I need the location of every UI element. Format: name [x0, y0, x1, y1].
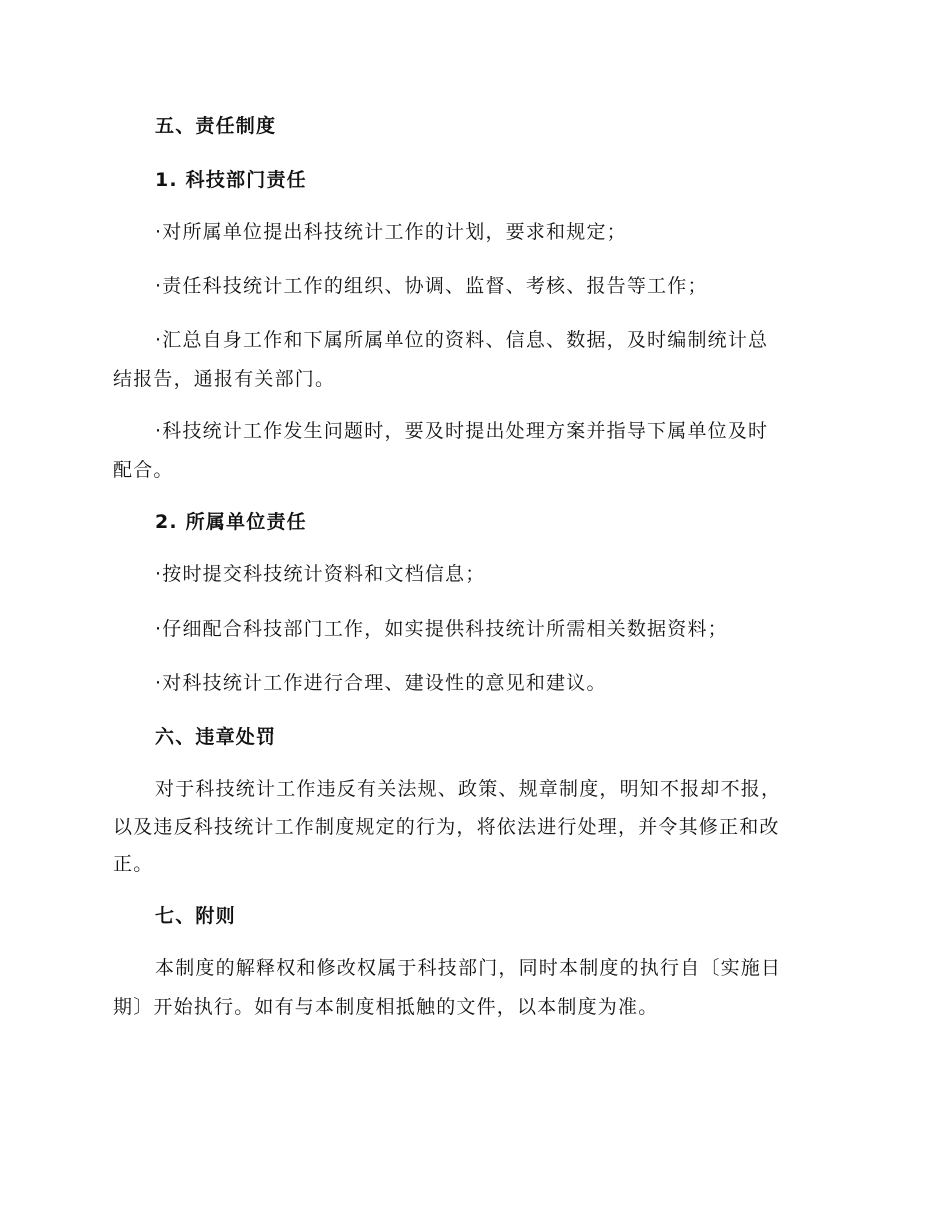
list-item: ·科技统计工作发生问题时，要及时提出处理方案并指导下属单位及时 [155, 420, 769, 442]
paragraph-line: 正。 [113, 853, 154, 875]
list-item: ·汇总自身工作和下属所属单位的资料、信息、数据，及时编制统计总 [155, 329, 769, 351]
paragraph-line: 本制度的解释权和修改权属于科技部门，同时本制度的执行自〔实施日 [155, 957, 782, 979]
list-item: ·责任科技统计工作的组织、协调、监督、考核、报告等工作； [155, 275, 708, 297]
list-item: ·仔细配合科技部门工作，如实提供科技统计所需相关数据资料； [155, 618, 728, 640]
list-item: ·对所属单位提出科技统计工作的计划，要求和规定； [155, 221, 627, 243]
paragraph-line: 以及违反科技统计工作制度规定的行为，将依法进行处理，并令其修正和改 [113, 816, 780, 838]
list-item-continuation: 配合。 [113, 459, 174, 481]
subheading-affiliated-units: 2. 所属单位责任 [155, 511, 307, 533]
list-item-continuation: 结报告，通报有关部门。 [113, 368, 336, 390]
list-item: ·按时提交科技统计资料和文档信息； [155, 563, 486, 585]
section-heading-responsibility: 五、责任制度 [155, 115, 277, 137]
paragraph-line: 期〕开始执行。如有与本制度相抵触的文件，以本制度为准。 [113, 996, 659, 1018]
section-heading-supplementary: 七、附则 [155, 905, 236, 927]
section-heading-penalties: 六、违章处罚 [155, 726, 277, 748]
list-item: ·对科技统计工作进行合理、建设性的意见和建议。 [155, 672, 607, 694]
subheading-tech-department: 1. 科技部门责任 [155, 169, 307, 191]
paragraph-line: 对于科技统计工作违反有关法规、政策、规章制度，明知不报却不报， [155, 778, 782, 800]
